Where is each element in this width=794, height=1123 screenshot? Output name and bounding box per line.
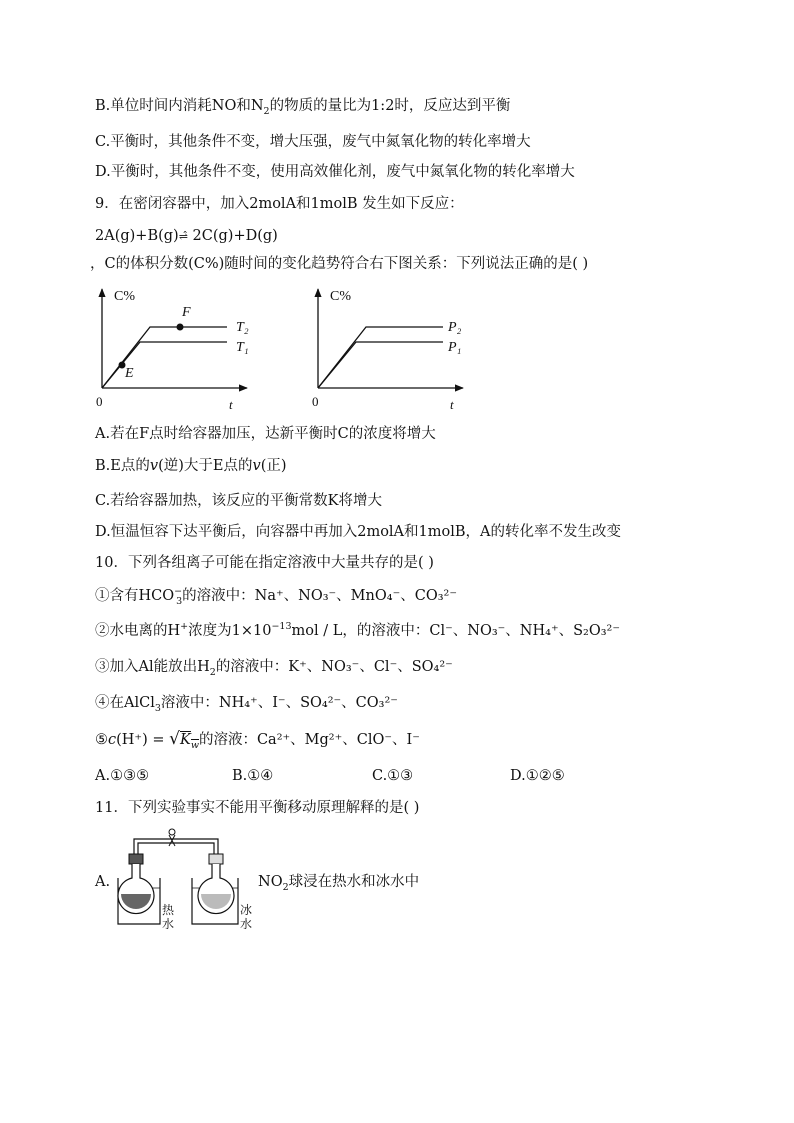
chart-temperature — [92, 285, 252, 415]
cold-label-2: 水 — [240, 917, 253, 931]
chart-pressure — [308, 285, 468, 415]
q9-option-b: B.E点的v(逆)大于E点的v(正) — [95, 458, 287, 474]
line-t2 — [102, 327, 227, 388]
q9-option-a: A.若在F点时给容器加压，达新平衡时C的浓度将增大 — [95, 426, 436, 442]
q10-choice-c: C.①③ — [372, 768, 414, 784]
q8-option-b: B.单位时间内消耗NO和$N_2$的物质的量比为1:2时，反应达到平衡 — [95, 98, 511, 117]
q11-option-a-label: A. — [95, 874, 111, 890]
sqrt-icon: √ — [169, 729, 180, 749]
q10-item-2: ②水电离的H+浓度为$1\times 10^{-13}mol / L$，的溶液中：Cl⁻、NO₃⁻、NH₄⁺、S₂O₃²⁻ — [95, 621, 621, 639]
q10-choice-d: D.①②⑤ — [510, 768, 565, 784]
x-axis-label: t — [450, 397, 454, 412]
q9-stem-continued: ，C的体积分数(C%)随时间的变化趋势符合右下图关系：下列说法正确的是( ) — [90, 256, 589, 272]
q11-stem: 11．下列实验事实不能用平衡移动原理解释的是( ) — [95, 800, 420, 816]
left-flask-stopper — [129, 854, 143, 864]
q10-item-1: ①含有$HCO^-_3$的溶液中：Na⁺、NO₃⁻、MnO₄⁻、CO₃²⁻ — [95, 586, 457, 607]
line-p1 — [318, 342, 443, 388]
q10-item-3: ③加入Al能放出$H_2$的溶液中：K⁺、NO₃⁻、Cl⁻、SO₄²⁻ — [95, 659, 453, 678]
connecting-tube-inner — [138, 843, 214, 856]
q10-stem: 10．下列各组离子可能在指定溶液中大量共存的是( ) — [95, 555, 434, 571]
no2-flask-apparatus — [112, 826, 262, 931]
series-label-p1: P₁ — [448, 340, 462, 355]
q9-equation: 2A(g)+B(g)⇌̂ 2C(g)+D(g) — [95, 228, 278, 244]
hot-label-1: 热 — [162, 903, 175, 917]
q8-option-d: D.平衡时，其他条件不变，使用高效催化剂，废气中氮氧化物的转化率增大 — [95, 164, 575, 180]
equilibrium-arrow-icon: ⇌̂ — [178, 230, 188, 243]
right-flask-stopper — [209, 854, 223, 864]
q9-option-c: C.若给容器加热，该反应的平衡常数K将增大 — [95, 493, 383, 509]
q10-item-5: ⑤c(H⁺) = $√K_w$的溶液：Ca²⁺、Mg²⁺、ClO⁻、I⁻ — [95, 729, 420, 751]
y-axis-label: C% — [114, 289, 135, 304]
point-e-label: E — [125, 366, 134, 381]
line-p2 — [318, 327, 443, 388]
q10-choice-b: B.①④ — [232, 768, 274, 784]
connecting-tube — [134, 839, 218, 856]
point-f — [177, 324, 184, 331]
cold-label-1: 冰 — [240, 903, 253, 917]
q10-choice-a: A.①③⑤ — [95, 768, 150, 784]
q8-option-c: C.平衡时，其他条件不变，增大压强，废气中氮氧化物的转化率增大 — [95, 134, 531, 150]
series-label-t2: T₂ — [236, 320, 249, 335]
x-axis-label: t — [229, 397, 233, 412]
hot-label-2: 水 — [162, 917, 175, 931]
origin-label: 0 — [96, 394, 103, 409]
series-label-t1: T₁ — [236, 340, 249, 355]
q10-item-4: ④在AlCl$_3$溶液中：NH₄⁺、I⁻、SO₄²⁻、CO₃²⁻ — [95, 695, 398, 714]
q9-stem: 9．在密闭容器中，加入2molA和1molB 发生如下反应： — [95, 196, 464, 212]
q9-option-d: D.恒温恒容下达平衡后，向容器中再加入2molA和1molB，A的转化率不发生改变 — [95, 524, 621, 540]
q11-option-a-text: $NO_2$球浸在热水和冰水中 — [258, 874, 420, 893]
origin-label: 0 — [312, 394, 319, 409]
y-axis-label: C% — [330, 289, 351, 304]
series-label-p2: P₂ — [448, 320, 462, 335]
point-f-label: F — [182, 305, 191, 320]
